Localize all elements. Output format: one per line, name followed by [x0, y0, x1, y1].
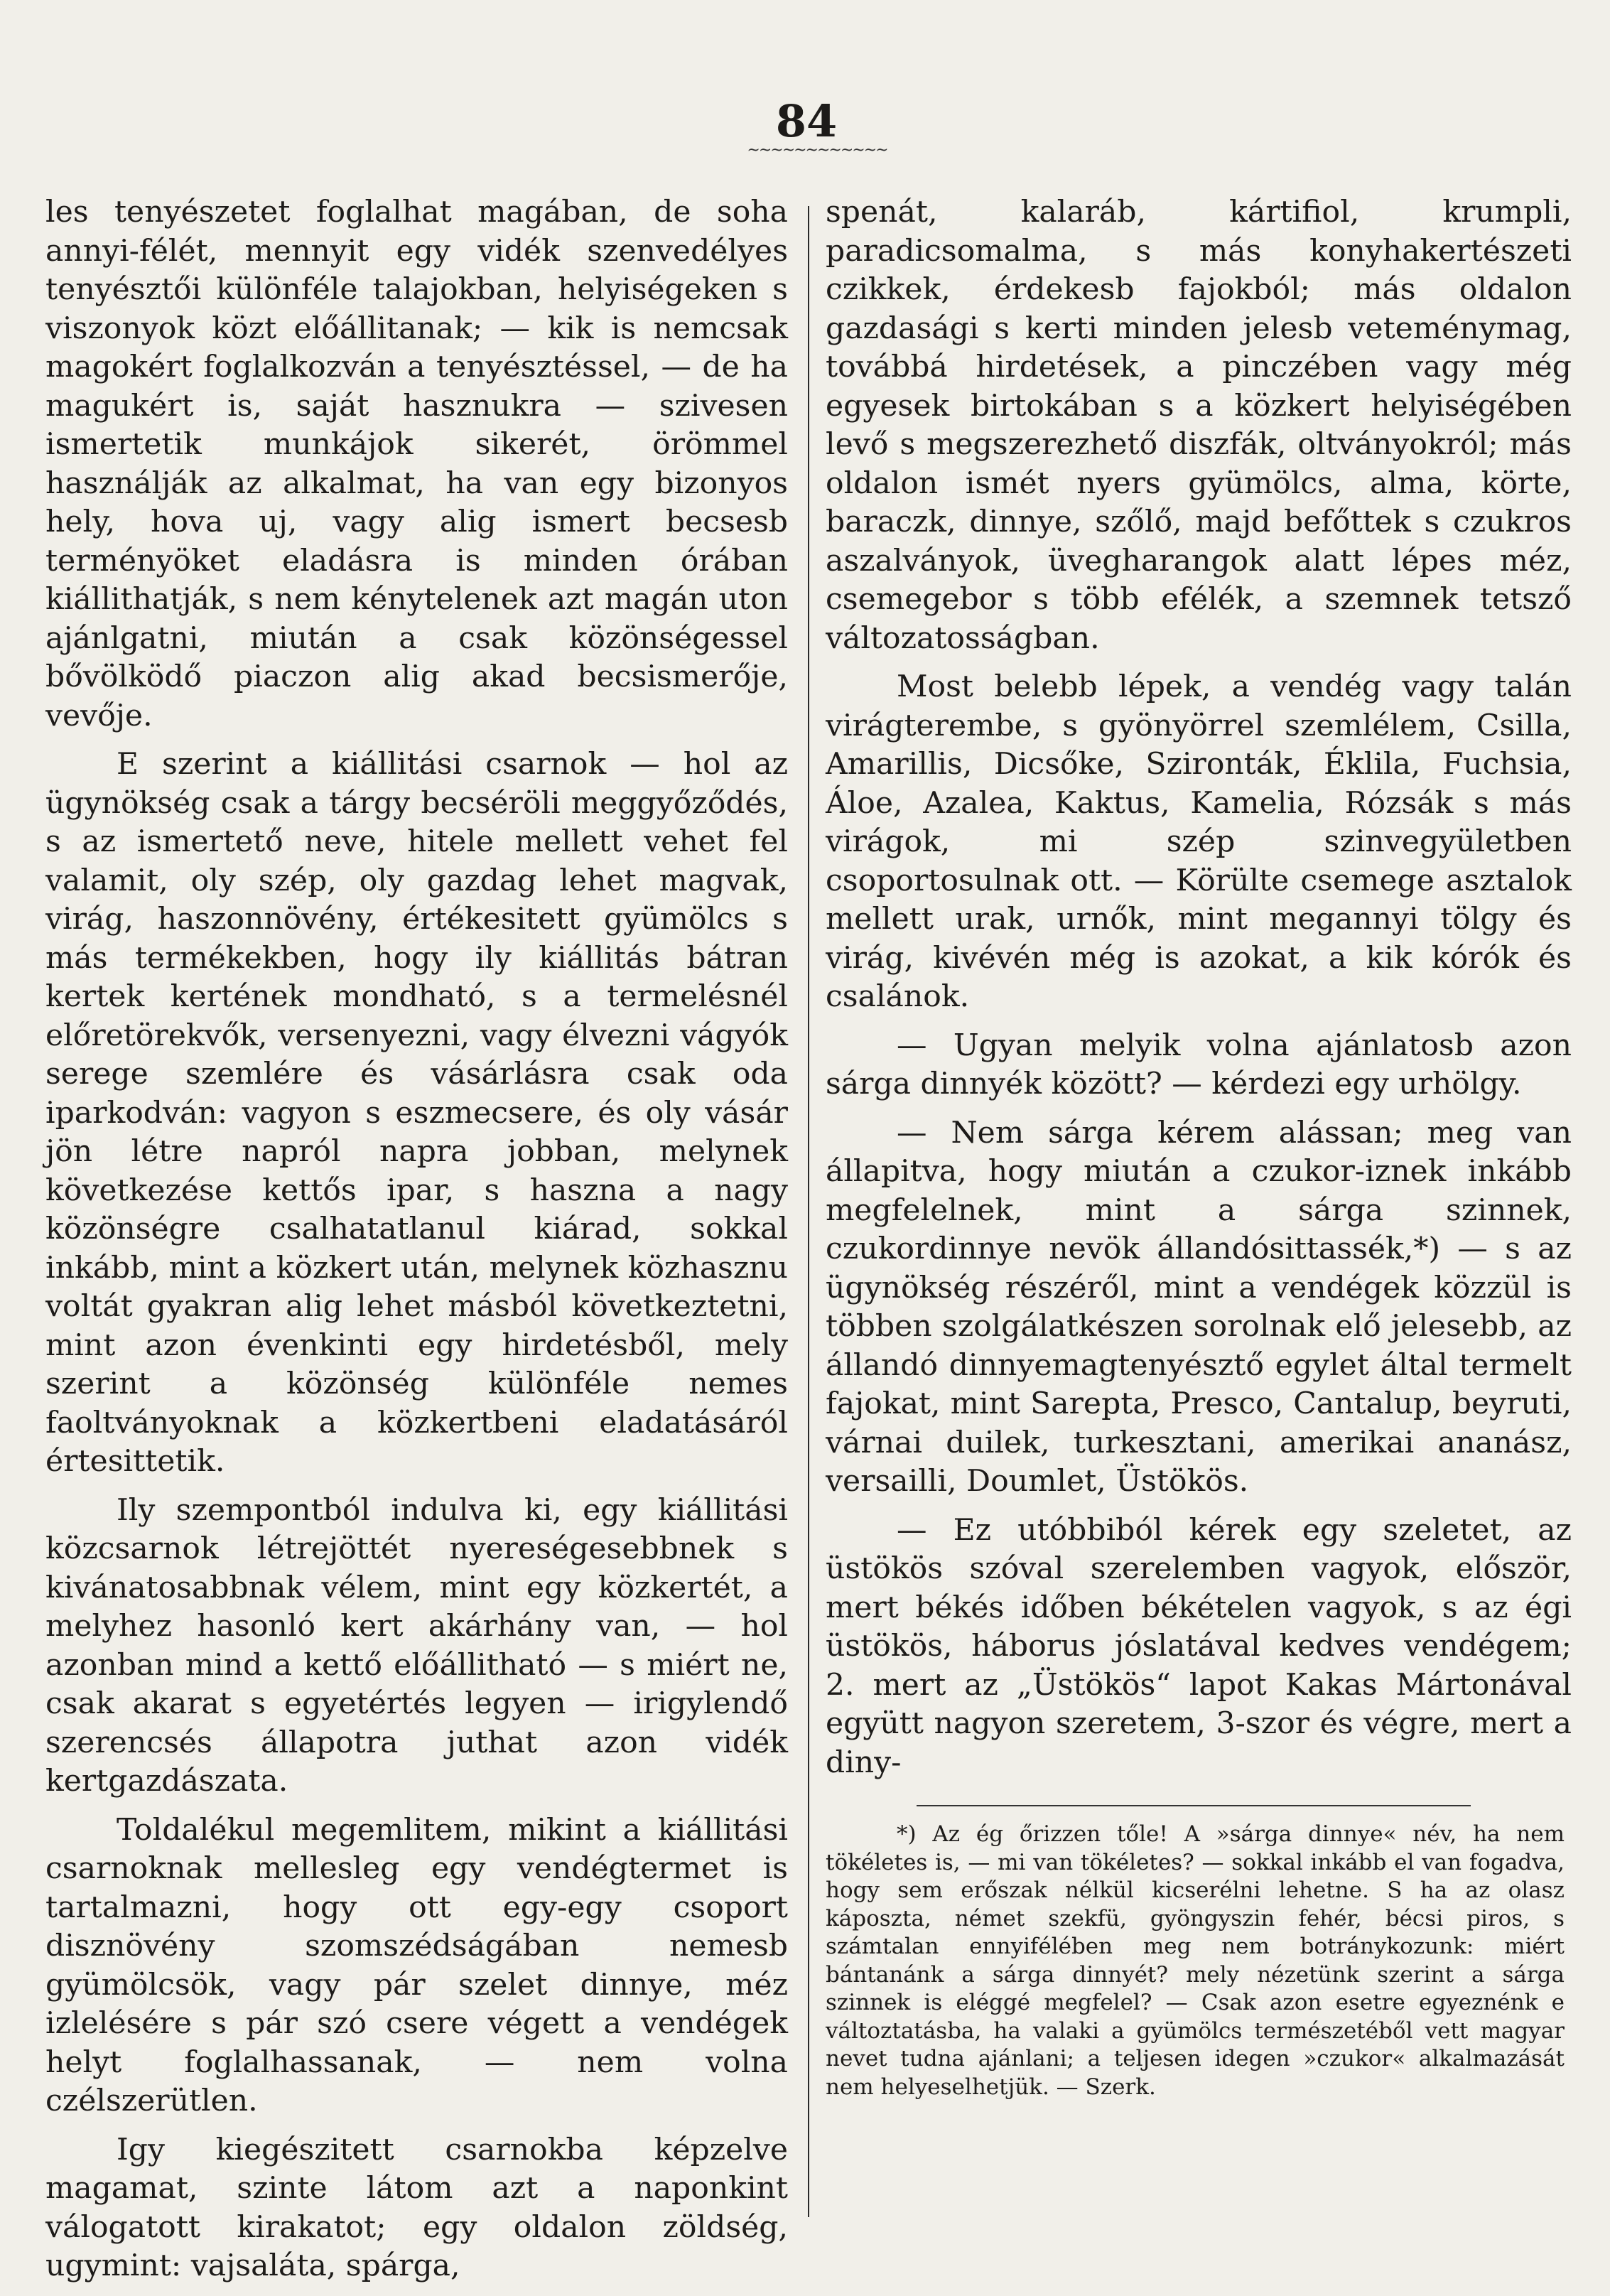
right-paragraph-4: — Nem sárga kérem alássan; meg van állapitva, hogy miután a czukor-iznek inkább megfelelnek, mint a sárga szinnek, czukordinnye nevök állandósittassék,*) — s az ügynökség részéről, mint a vendégek közzül is többen szolgálatkészen sorolnak elő jelesebb, az állandó dinnyemagtenyésztő egylet által termelt fajokat, mint Sarepta, Presco, Cantalup, beyruti, várnai duilek, turkesztani, amerikai ananász, versailli, Doumlet, Üstökös. — [826, 1115, 1572, 1499]
left-paragraph-2: E szerint a kiállitási csarnok — hol az ügynökség csak a tárgy becséröli meggyőződés, s az ismertető neve, hitele mellett vehet fel valamit, oly szép, oly gazdag lehet magvak, virág, haszonnövény, értékesitett gyümölcs s más termékekben, hogy ily kiállitás bátran kertek kertének mondható, s a termelésnél előretörekvők, versenyezni, vagy élvezni vágyók serege szemlére és vásárlásra csak oda iparkodván: vagyon s eszmecsere, és oly vásár jön létre napról napra jobban, melynek következése kettős ipar, s haszna a nagy közönségre csalhatatlanul kiárad, sokkal inkább, mint a közkert után, melynek közhasznu voltát gyakran alig lehet másból következtetni, mint azon évenkinti egy hirdetésből, mely szerint a közönség különféle nemes faoltványoknak a közkertbeni eladatásáról értesittetik. — [45, 747, 788, 1479]
right-paragraph-2: Most belebb lépek, a vendég vagy talán virágterembe, s gyönyörrel szemlélem, Csilla, Amarillis, Dicsőke, Szironták, Éklila, Fuchsia, Áloe, Azalea, Kaktus, Kamelia, Rózsák s más virágok, mi szép szinvegyületben csoportosulnak ott. — Körülte csemege asztalok mellett urak, urnők, mint megannyi tölgy és virág, kivévén még is azokat, a kik kórók és csalánok. — [826, 669, 1572, 1014]
right-paragraph-3: — Ugyan melyik volna ajánlatosb azon sárga dinnyék között? — kérdezi egy urhölgy. — [826, 1028, 1572, 1101]
right-paragraph-1: spenát, kalaráb, kártifiol, krumpli, paradicsomalma, s más konyhakertészeti czikkek, érdekesb fajokból; más oldalon gazdasági s kerti minden jelesb veteménymag, továbbá hirdetések, a pinczében vagy még egyesek birtokában s a közkert helyiségében levő s megszerezhető diszfák, oltványokról; más oldalon ismét nyers gyümölcs, alma, körte, baraczk, dinnye, szőlő, majd befőttek s czukros aszalványok, üvegharangok alatt lépes méz, csemegebor s több efélék, a szemnek tetsző változatosságban. — [826, 195, 1572, 656]
footnote: *) Az ég őrizzen tőle! A »sárga dinnye« név, ha nem tökéletes is, — mi van tökéletes? — sokkal inkább el van fogadva, hogy sem erőszak nélkül kicserélni lehetne. S ha az olasz káposzta, német szekfü, gyöngyszin fehér, bécsi piros, s számtalan ennyifélében meg nem botránykozunk: miért bántanánk a sárga dinnyét? mely nézetünk szerint a sárga szinnek is eléggé megfelel? — Csak azon esetre egyeznénk e változtatásba, ha valaki a gyümölcs természetéből vett magyar nevet tudna ajánlani; a teljesen idegen »czukor« alkalmazását nem helyeselhetjük. — Szerk. — [826, 1821, 1565, 2100]
left-column — [45, 193, 788, 2296]
left-paragraph-4: Toldalékul megemlitem, mikint a kiállitási csarnoknak mellesleg egy vendégtermet is tartalmazni, hogy ott egy-egy csoport disznövény szomszédságában nemesb gyümölcsök, vagy pár szelet dinnye, méz izlelésére s pár szó csere végett a vendégek helyt foglalhassanak, — nem volna czélszerütlen. — [45, 1812, 788, 2118]
footnote-rule — [917, 1805, 1471, 1806]
header-ornament: ~~~~~~~~~~~~ — [747, 141, 887, 159]
left-paragraph-3: Ily szempontból indulva ki, egy kiállitási közcsarnok létrejöttét nyereségesebbnek s kivánatosabbnak vélem, mint egy közkertét, a melyhez hasonló kert akárhány van, — hol azonban mind a kettő előállitható — s miért ne, csak akarat s egyetértés legyen — irigylendő szerencsés állapotra juthat azon vidék kertgazdászata. — [45, 1492, 788, 1799]
column-divider — [808, 206, 809, 2217]
left-paragraph-1: les tenyészetet foglalhat magában, de soha annyi-félét, mennyit egy vidék szenvedélyes tenyésztői különféle talajokban, helyiségeken s viszonyok közt előállitanak; — kik is nemcsak magokért foglalkozván a tenyésztéssel, — de ha magukért is, saját hasznukra — szivesen ismertetik munkájok sikerét, örömmel használják az alkalmat, ha van egy bizonyos hely, hova uj, vagy alig ismert becsesb terményöket eladásra is minden órában kiállithatják, s nem kénytelenek azt magán uton ajánlgatni, miután a csak közönségessel bővölködő piaczon alig akad becsismerője, vevője. — [45, 195, 788, 733]
page-number: 84 — [775, 95, 838, 147]
right-paragraph-5: — Ez utóbbiból kérek egy szeletet, az üstökös szóval szerelemben vagyok, először, mert békés időben békételen vagyok, s az égi üstökös, háborus jóslatával kedves vendégem; 2. mert az „Üstökös“ lapot Kakas Mártonával együtt nagyon szeretem, 3-szor és végre, mert a diny- — [826, 1512, 1572, 1780]
left-paragraph-5: Igy kiegészitett csarnokba képzelve magamat, szinte látom azt a naponkint válogatott kirakatot; egy oldalon zöldség, ugymint: vajsaláta, spárga, — [45, 2132, 788, 2283]
right-column — [826, 193, 1572, 1792]
